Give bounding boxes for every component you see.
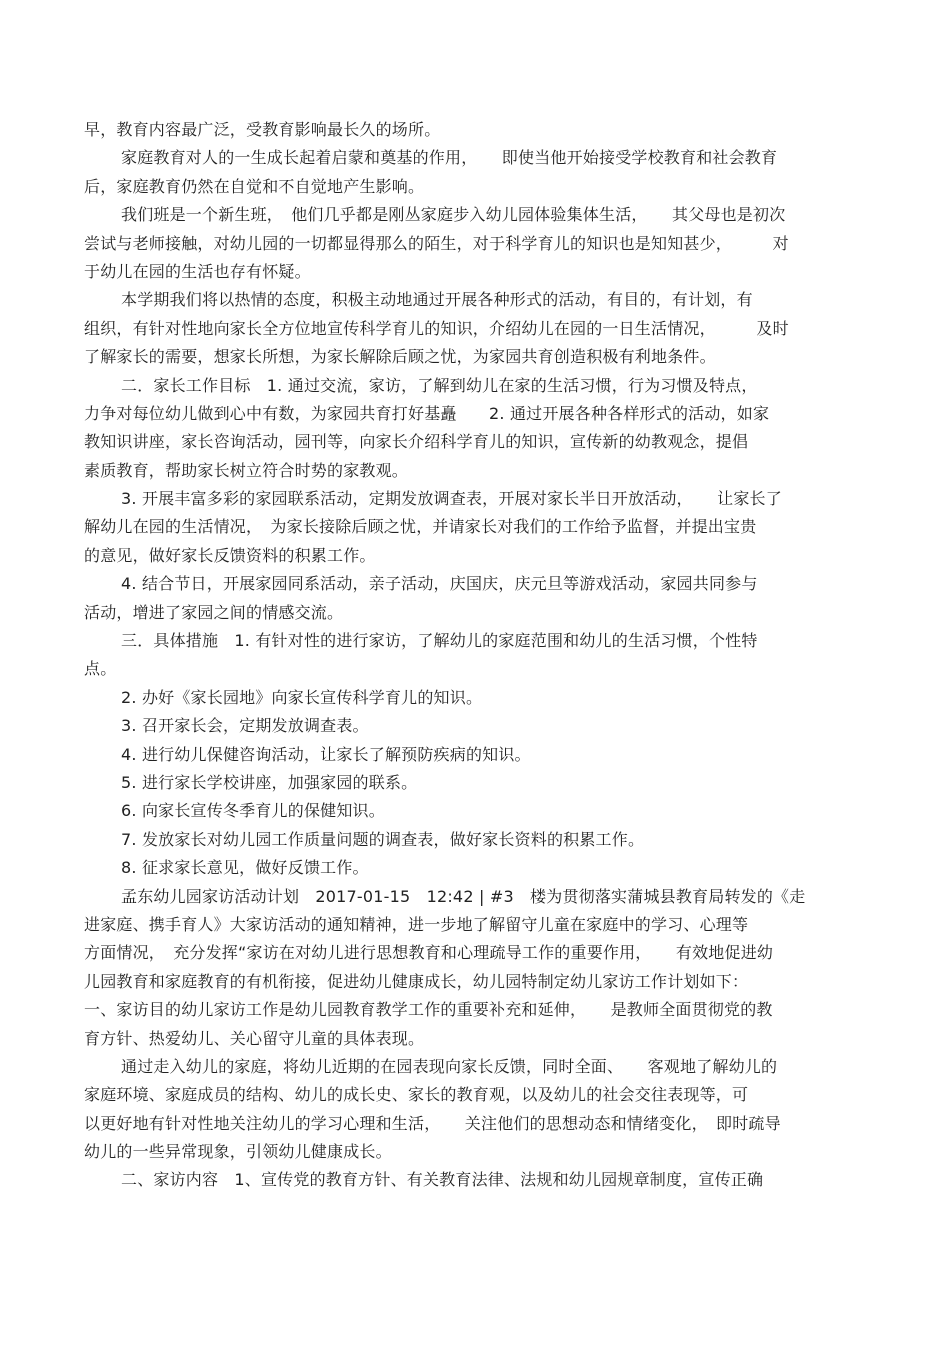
- text-line: 方面情况， 充分发挥“家访在对幼儿进行思想教育和心理疏导工作的重要作用， 有效地促进幼: [84, 943, 774, 963]
- text-line: 了解家长的需要，想家长所想，为家长解除后顾之忧，为家园共育创造积极有利地条件。: [84, 347, 716, 367]
- text-line: 2. 办好《家长园地》向家长宣传科学育儿的知识。: [121, 687, 483, 707]
- text-line: 育方针、热爱幼儿、关心留守儿童的具体表现。: [84, 1028, 425, 1048]
- text-line: 4. 结合节日，开展家园同系活动，亲子活动，庆国庆，庆元旦等游戏活动，家园共同参与: [121, 574, 758, 594]
- text-line: 二．家长工作目标 1. 通过交流，家访，了解到幼儿在家的生活习惯，行为习惯及特点，: [121, 375, 758, 395]
- text-line: 6. 向家长宣传冬季育儿的保健知识。: [121, 801, 385, 821]
- text-line: 家庭教育对人的一生成长起着启蒙和奠基的作用， 即使当他开始接受学校教育和社会教育: [121, 148, 778, 168]
- text-line: 一、家访目的幼儿家访工作是幼儿园教育教学工作的重要补充和延伸， 是教师全面贯彻党的教: [84, 1000, 773, 1020]
- text-line: 力争对每位幼儿做到心中有数，为家园共育打好基矗 2. 通过开展各种各样形式的活动，如家: [84, 403, 770, 423]
- text-line: 3. 召开家长会，定期发放调查表。: [121, 716, 369, 736]
- text-line: 组织，有针对性地向家长全方位地宣传科学育儿的知识，介绍幼儿在园的一日生活情况， 及时: [84, 318, 789, 338]
- text-line: 通过走入幼儿的家庭，将幼儿近期的在园表现向家长反馈，同时全面、 客观地了解幼儿的: [121, 1056, 778, 1076]
- text-line: 我们班是一个新生班， 他们几乎都是刚丛家庭步入幼儿园体验集体生活， 其父母也是初次: [121, 205, 786, 225]
- text-line: 三．具体措施 1. 有针对性的进行家访，了解幼儿的家庭范围和幼儿的生活习惯，个性特: [121, 631, 758, 651]
- text-line: 4. 进行幼儿保健咨询活动，让家长了解预防疾病的知识。: [121, 744, 531, 764]
- text-line: 于幼儿在园的生活也存有怀疑。: [84, 261, 311, 281]
- text-line: 进家庭、携手育人》大家访活动的通知精神，进一步地了解留守儿童在家庭中的学习、心理等: [84, 914, 749, 934]
- text-line: 后，家庭教育仍然在自觉和不自觉地产生影响。: [84, 176, 425, 196]
- text-line: 教知识讲座，家长咨询活动，园刊等，向家长介绍科学育儿的知识，宣传新的幼教观念，提倡: [84, 432, 749, 452]
- text-line: 点。: [84, 659, 117, 679]
- text-line: 尝试与老师接触，对幼儿园的一切都显得那么的陌生，对于科学育儿的知识也是知知甚少， 对: [84, 233, 789, 253]
- text-line: 以更好地有针对性地关注幼儿的学习心理和生活， 关注他们的思想动态和情绪变化， 即时疏导: [84, 1113, 781, 1133]
- text-line: 孟东幼儿园家访活动计划 2017-01-15 12:42 | #3 楼为贯彻落实蒲城县教育局转发的《走: [121, 886, 806, 906]
- text-line: 幼儿的一些异常现象，引领幼儿健康成长。: [84, 1142, 392, 1162]
- text-line: 8. 征求家长意见，做好反馈工作。: [121, 858, 369, 878]
- text-line: 的意见，做好家长反馈资料的积累工作。: [84, 545, 376, 565]
- text-line: 解幼儿在园的生活情况， 为家长接除后顾之忧，并请家长对我们的工作给予监督，并提出宝贵: [84, 517, 757, 537]
- document-body: [84, 116, 874, 1195]
- text-line: 5. 进行家长学校讲座，加强家园的联系。: [121, 772, 418, 792]
- text-line: 二、家访内容 1、宣传党的教育方针、有关教育法律、法规和幼儿园规章制度，宣传正确: [121, 1170, 764, 1190]
- text-line: 家庭环境、家庭成员的结构、幼儿的成长史、家长的教育观，以及幼儿的社会交往表现等，可: [84, 1085, 749, 1105]
- text-line: 活动，增进了家园之间的情感交流。: [84, 602, 344, 622]
- text-line: 儿园教育和家庭教育的有机衔接，促进幼儿健康成长，幼儿园特制定幼儿家访工作计划如下：: [84, 971, 749, 991]
- text-line: 3. 开展丰富多彩的家园联系活动，定期发放调查表，开展对家长半日开放活动， 让家长了: [121, 489, 782, 509]
- text-line: 素质教育，帮助家长树立符合时势的家教观。: [84, 460, 409, 480]
- text-line: 本学期我们将以热情的态度，积极主动地通过开展各种形式的活动，有目的，有计划，有: [121, 290, 753, 310]
- text-line: 7. 发放家长对幼儿园工作质量问题的调查表，做好家长资料的积累工作。: [121, 829, 645, 849]
- text-line: 早，教育内容最广泛，受教育影响最长久的场所。: [84, 120, 441, 139]
